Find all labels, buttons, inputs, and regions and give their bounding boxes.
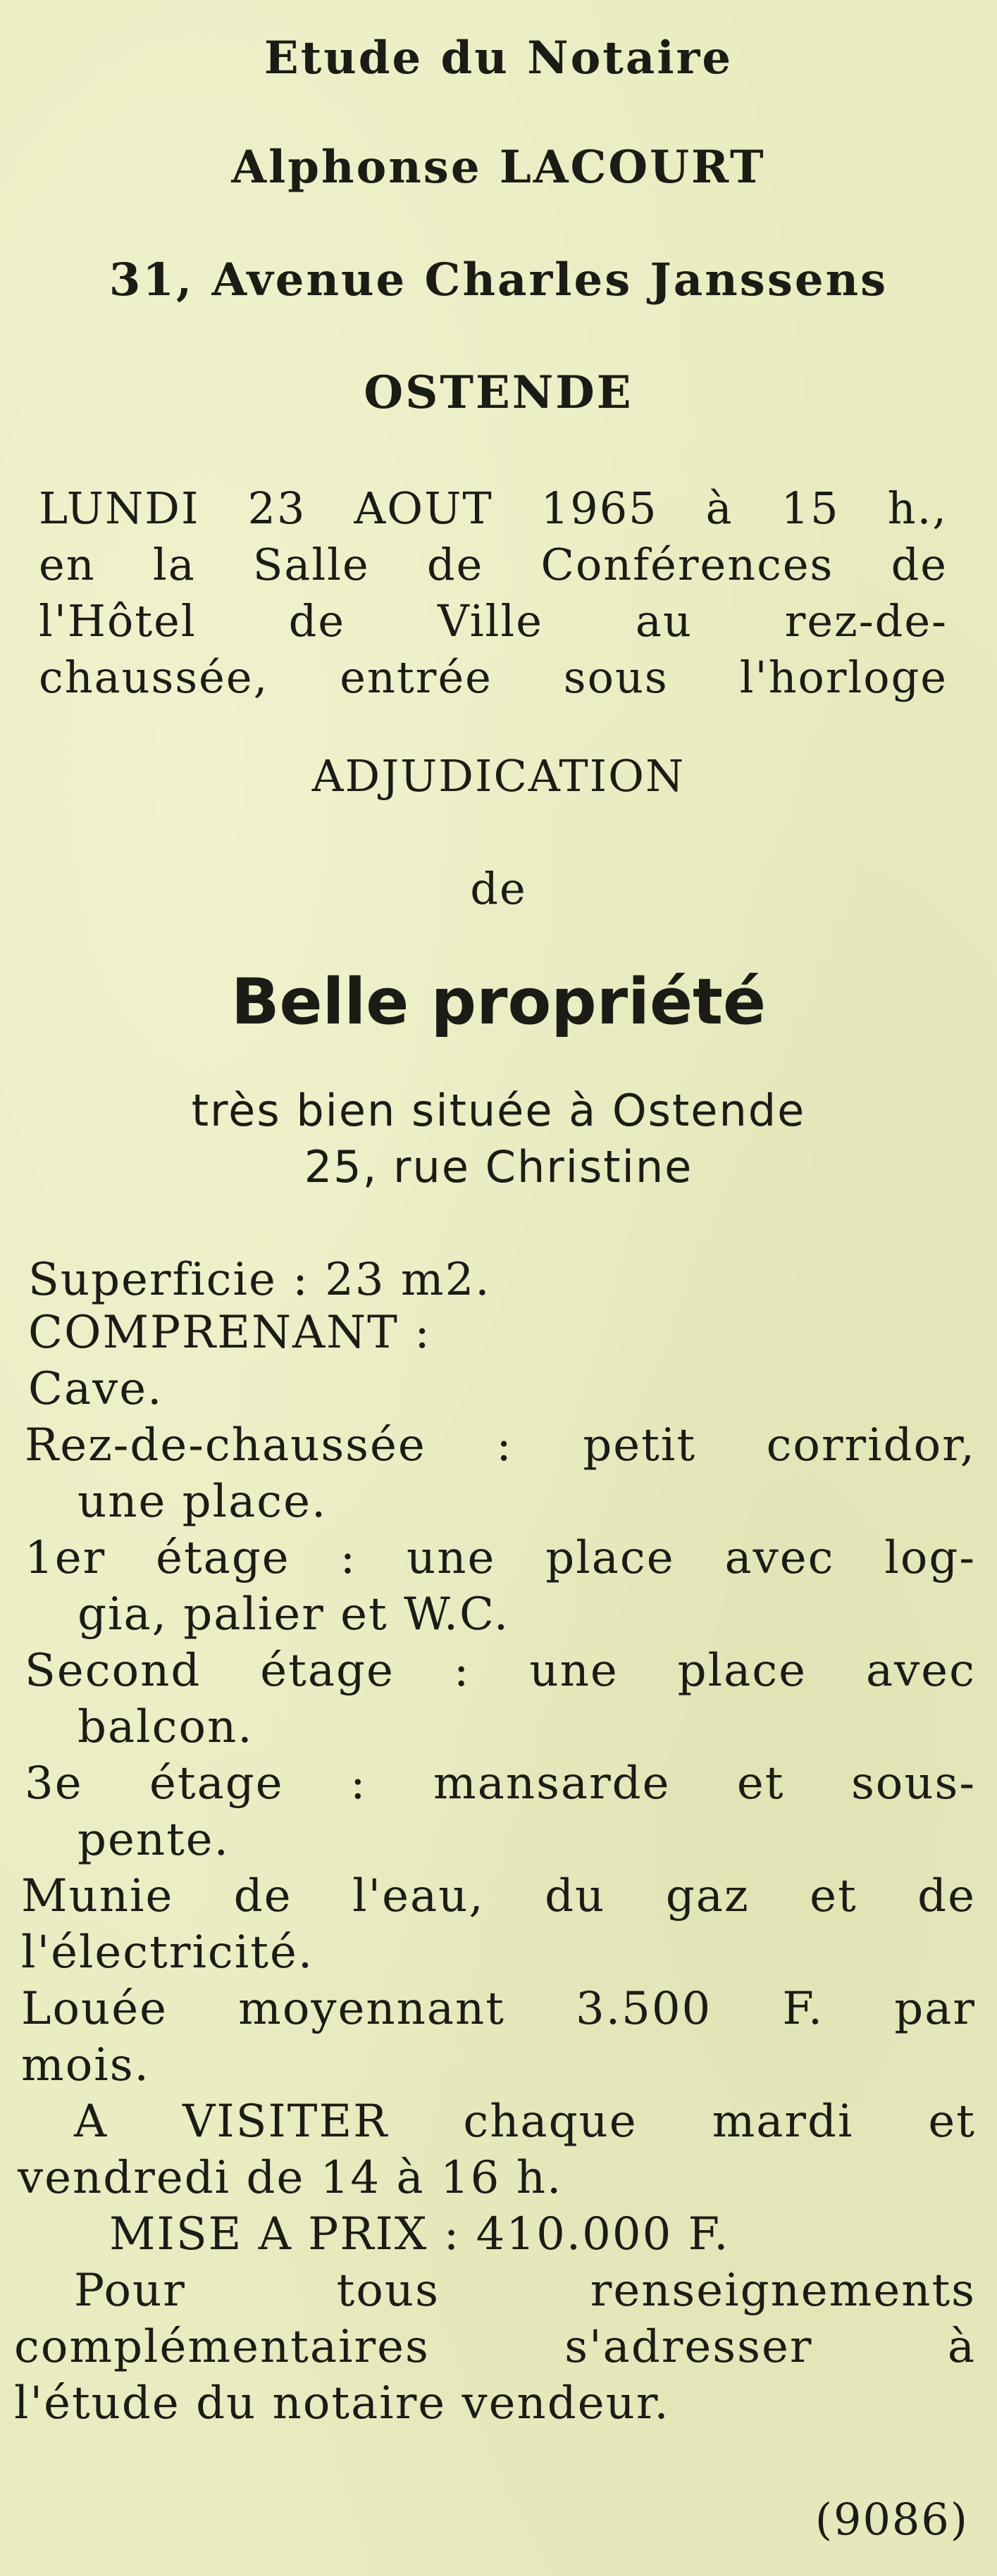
property-title: Belle propriété bbox=[230, 965, 767, 1039]
date-line-1: LUNDI 23 AOUT 1965 à 15 h., bbox=[39, 483, 948, 534]
header-city: OSTENDE bbox=[364, 366, 633, 419]
date-line-4: chaussée, entrée sous l'horloge bbox=[39, 652, 948, 703]
detail-1er-2: gia, palier et W.C. bbox=[78, 1588, 510, 1641]
detail-comprenant: COMPRENANT : bbox=[28, 1307, 431, 1359]
detail-rdc-1: Rez-de-chaussée : petit corridor, bbox=[25, 1419, 976, 1471]
location-line-1: très bien située à Ostende bbox=[191, 1085, 806, 1136]
header-etude: Etude du Notaire bbox=[264, 32, 733, 85]
detail-louee-1: Louée moyennant 3.500 F. par bbox=[21, 1983, 976, 2035]
date-line-3: l'Hôtel de Ville au rez-de- bbox=[39, 595, 948, 647]
detail-mise-a-prix: MISE A PRIX : 410.000 F. bbox=[109, 2208, 730, 2260]
detail-rdc-2: une place. bbox=[78, 1476, 328, 1528]
detail-pour-2: complémentaires s'adresser à bbox=[14, 2321, 976, 2373]
detail-superficie: Superficie : 23 m2. bbox=[28, 1254, 491, 1306]
detail-cave: Cave. bbox=[28, 1363, 163, 1415]
date-line-2: en la Salle de Conférences de bbox=[39, 539, 948, 590]
detail-louee-2: mois. bbox=[21, 2039, 150, 2091]
detail-pour-1: Pour tous renseignements bbox=[74, 2265, 976, 2317]
adjudication-label: ADJUDICATION bbox=[311, 750, 686, 802]
detail-3e-2: pente. bbox=[78, 1814, 230, 1866]
reference-number: (9086) bbox=[815, 2494, 969, 2545]
header-notary-name: Alphonse LACOURT bbox=[231, 141, 766, 194]
detail-second-1: Second étage : une place avec bbox=[25, 1645, 976, 1697]
header-address: 31, Avenue Charles Janssens bbox=[109, 254, 888, 306]
detail-pour-3: l'étude du notaire vendeur. bbox=[14, 2377, 670, 2429]
detail-second-2: balcon. bbox=[78, 1701, 254, 1753]
detail-1er-1: 1er étage : une place avec log- bbox=[25, 1532, 976, 1584]
detail-munie-1: Munie de l'eau, du gaz et de bbox=[21, 1870, 976, 1922]
location-line-2: 25, rue Christine bbox=[304, 1141, 693, 1193]
detail-munie-2: l'électricité. bbox=[21, 1927, 314, 1979]
detail-3e-1: 3e étage : mansarde et sous- bbox=[25, 1757, 976, 1810]
detail-visiter-2: vendredi de 14 à 16 h. bbox=[18, 2152, 563, 2204]
detail-visiter-1: A VISITER chaque mardi et bbox=[74, 2096, 976, 2148]
de-label: de bbox=[470, 863, 527, 914]
